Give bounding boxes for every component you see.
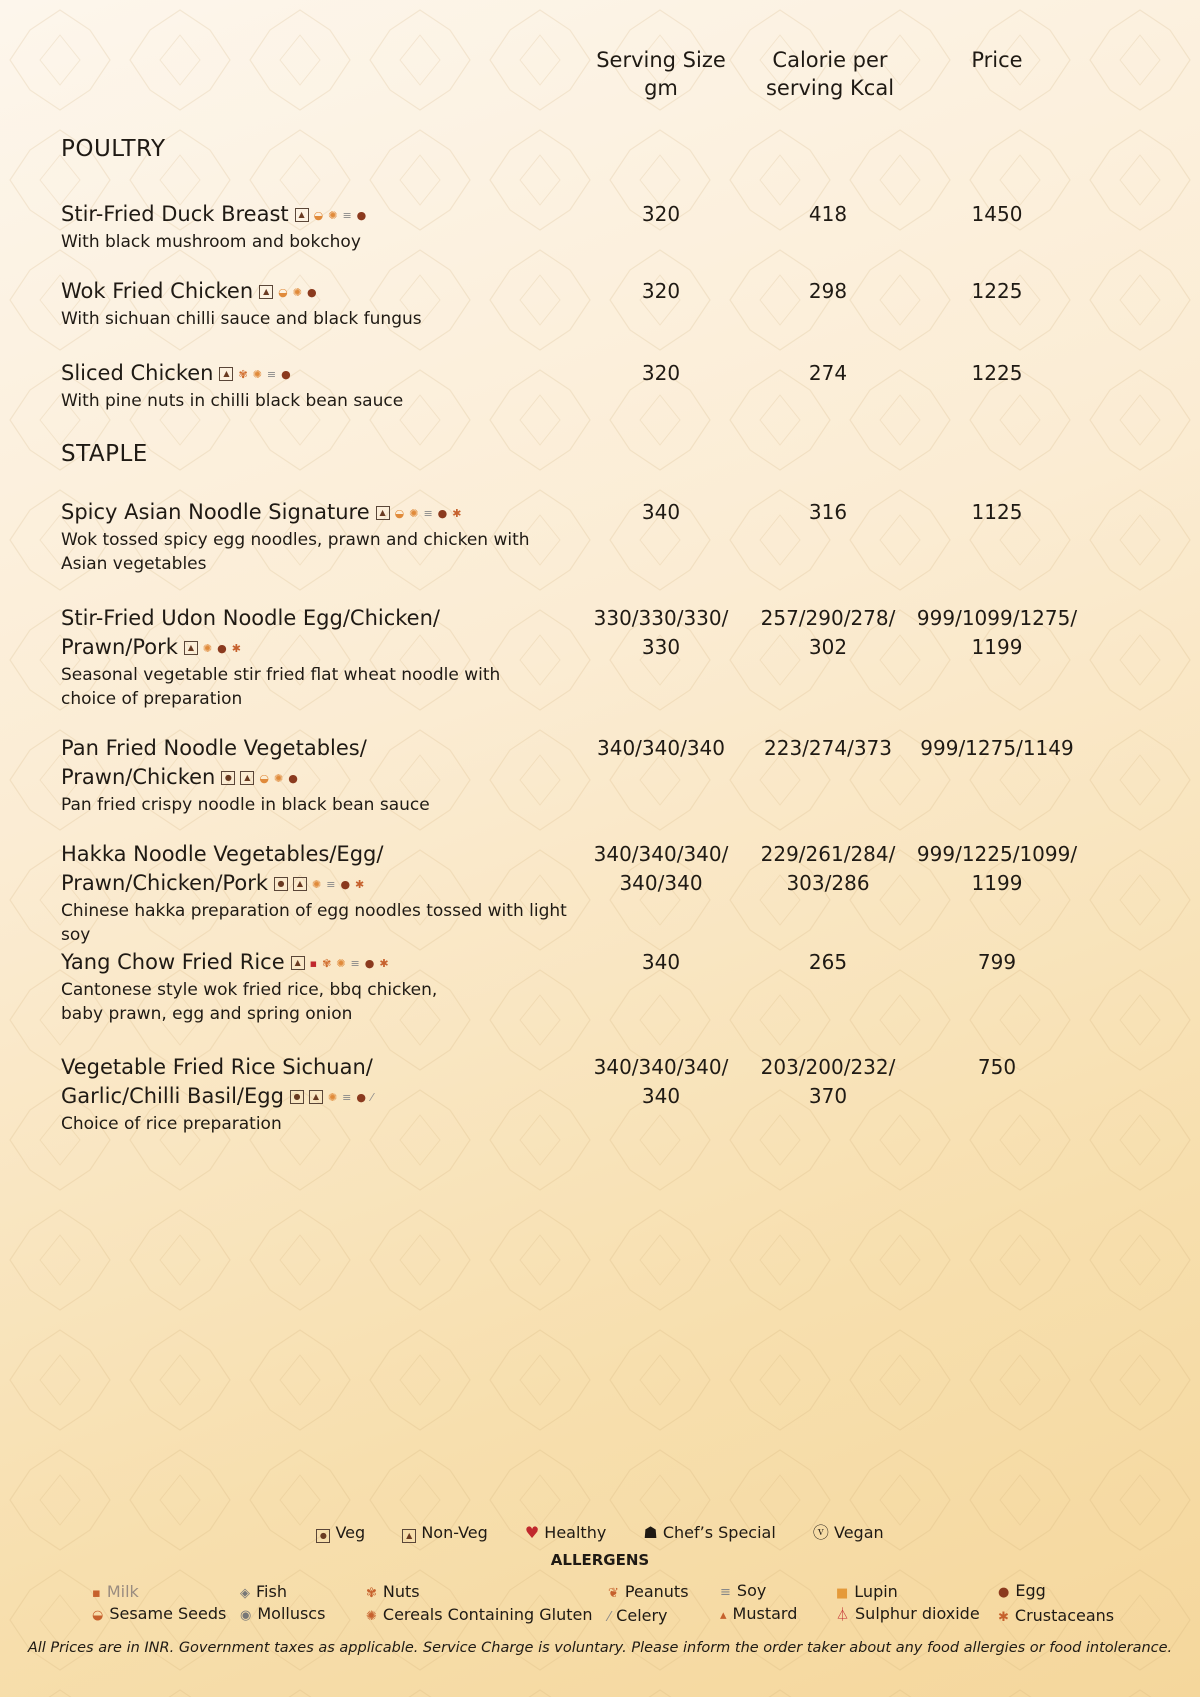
crustacean-icon: ✱ xyxy=(231,641,241,655)
celery-icon: ⁄ xyxy=(371,1090,373,1104)
item-serving: 340/340/340/ 340 xyxy=(593,1055,729,1108)
allergen-nuts: ✾ Nuts xyxy=(366,1582,420,1601)
gluten-icon: ✺ xyxy=(273,771,284,785)
egg-icon: ● xyxy=(281,367,291,381)
allergen-lupin: ■ Lupin xyxy=(836,1582,898,1601)
allergens-title: ALLERGENS xyxy=(550,1551,650,1569)
egg-icon: ● xyxy=(364,956,375,970)
item-name: Spicy Asian Noodle Signature ▲ ◒ ✺ ≡ ● ✱ xyxy=(61,498,601,528)
item-name: Vegetable Fried Rice Sichuan/ Garlic/Chilli Basil/Egg ● ▲ ✺ ≡ ● ⁄ xyxy=(61,1053,601,1112)
non-veg-icon: ▲ xyxy=(259,285,273,299)
allergen-gluten: ✺ Cereals Containing Gluten xyxy=(366,1605,593,1624)
item-description: Pan fried crispy noodle in black bean sauce xyxy=(61,794,430,815)
item-price: 799 xyxy=(977,950,1017,974)
non-veg-icon: ▲ xyxy=(293,877,307,891)
allergen-soy: ≡ Soy xyxy=(720,1581,767,1600)
soy-icon: ≡ xyxy=(423,506,433,520)
veg-icon: ● xyxy=(290,1090,304,1104)
menu-item xyxy=(61,604,1161,711)
non-veg-icon: ▲ xyxy=(402,1529,416,1543)
gluten-icon: ✺ xyxy=(328,208,338,222)
gluten-icon: ✺ xyxy=(252,367,262,381)
item-icons xyxy=(290,1082,378,1112)
nuts-icon: ✾ xyxy=(238,367,248,381)
item-price: 1225 xyxy=(971,279,1023,303)
soy-icon: ≡ xyxy=(266,367,277,381)
egg-icon: ● xyxy=(356,1090,366,1104)
item-name: Yang Chow Fried Rice ▲ ▪ ✾ ✺ ≡ ● ✱ xyxy=(61,948,601,978)
non-veg-icon: ▲ xyxy=(240,771,254,785)
item-icons xyxy=(221,763,302,793)
peanut-icon: ❦ xyxy=(608,1586,619,1601)
gluten-icon: ✺ xyxy=(366,1609,377,1624)
menu-item xyxy=(61,200,1161,254)
egg-icon: ● xyxy=(217,641,227,655)
item-description: Wok tossed spicy egg noodles, prawn and chicken with Asian vegetables xyxy=(61,529,530,574)
sesame-icon: ◒ xyxy=(278,285,288,299)
item-calorie: 229/261/284/ 303/286 xyxy=(760,842,896,895)
allergen-sesame: ◒ Sesame Seeds xyxy=(92,1604,227,1623)
soy-icon: ≡ xyxy=(350,956,360,970)
gluten-icon: ✺ xyxy=(336,956,346,970)
milk-icon: ▪ xyxy=(92,1586,101,1601)
item-icons xyxy=(274,869,369,899)
item-icons xyxy=(184,633,246,663)
non-veg-icon: ▲ xyxy=(184,641,198,655)
item-serving: 340 xyxy=(641,950,681,974)
item-price: 999/1099/1275/ 1199 xyxy=(916,606,1078,659)
gluten-icon: ✺ xyxy=(327,1090,338,1104)
sesame-icon: ◒ xyxy=(394,506,405,520)
gluten-icon: ✺ xyxy=(409,506,419,520)
item-name: Stir-Fried Duck Breast ▲ ◒ ✺ ≡ ● xyxy=(61,200,601,230)
item-serving: 320 xyxy=(641,279,681,303)
sesame-icon: ◒ xyxy=(259,771,269,785)
nuts-icon: ✾ xyxy=(366,1586,377,1601)
non-veg-icon: ▲ xyxy=(291,956,305,970)
item-icons xyxy=(291,948,394,978)
item-name: Stir-Fried Udon Noodle Egg/Chicken/ Prawn/Pork ▲ ✺ ● ✱ xyxy=(61,604,601,663)
item-serving: 340 xyxy=(641,500,681,524)
header-price: Price xyxy=(971,48,1023,72)
heart-icon: ♥ xyxy=(524,1523,540,1542)
allergen-egg: ● Egg xyxy=(998,1581,1046,1600)
nuts-icon: ✾ xyxy=(322,956,332,970)
egg-icon: ● xyxy=(998,1585,1010,1600)
crustacean-icon: ✱ xyxy=(452,506,462,520)
footer-note: All Prices are in INR. Government taxes as applicable. Service Charge is voluntary. Please inform the order taker about any food allergies or food intolerance. xyxy=(27,1640,1173,1656)
item-calorie: 203/200/232/ 370 xyxy=(760,1055,896,1108)
item-icons xyxy=(295,200,372,230)
crustacean-icon: ✱ xyxy=(379,956,389,970)
item-serving: 340/340/340/ 340/340 xyxy=(593,842,729,895)
item-name: Hakka Noodle Vegetables/Egg/ Prawn/Chicken/Pork ● ▲ ✺ ≡ ● ✱ xyxy=(61,840,601,899)
item-description: Choice of rice preparation xyxy=(61,1113,282,1134)
allergen-milk: ▪ Milk xyxy=(92,1582,139,1601)
item-price: 1225 xyxy=(971,361,1023,385)
allergen-peanuts: ❦ Peanuts xyxy=(608,1582,689,1601)
lupin-icon: ■ xyxy=(836,1586,849,1601)
item-calorie: 265 xyxy=(808,950,848,974)
item-calorie: 257/290/278/ 302 xyxy=(760,606,896,659)
soy-icon: ≡ xyxy=(326,877,336,891)
sulphur-icon: ⏃ xyxy=(836,1608,850,1623)
fish-icon: ◈ xyxy=(240,1586,250,1601)
gluten-icon: ✺ xyxy=(292,285,302,299)
celery-icon: ⁄ xyxy=(608,1610,611,1625)
legend-non-veg: ▲ Non-Veg xyxy=(402,1523,488,1542)
vegan-icon: ⓥ xyxy=(812,1523,829,1542)
legend-chef: ☗ Chef’s Special xyxy=(643,1523,776,1542)
non-veg-icon: ▲ xyxy=(309,1090,323,1104)
mollusc-icon: ◉ xyxy=(240,1608,252,1623)
item-name: Wok Fried Chicken ▲ ◒ ✺ ● xyxy=(61,277,601,307)
allergen-molluscs: ◉ Molluscs xyxy=(240,1604,326,1623)
non-veg-icon: ▲ xyxy=(219,367,233,381)
veg-icon: ● xyxy=(274,877,288,891)
item-description: Chinese hakka preparation of egg noodles tossed with light soy xyxy=(61,900,567,945)
item-price: 750 xyxy=(977,1055,1017,1079)
menu-item xyxy=(61,498,1161,576)
item-calorie: 316 xyxy=(808,500,848,524)
allergen-fish: ◈ Fish xyxy=(240,1582,287,1601)
item-description: With black mushroom and bokchoy xyxy=(61,231,361,252)
allergen-sulphur: ⏃ Sulphur dioxide xyxy=(836,1604,980,1623)
soy-icon: ≡ xyxy=(342,1090,352,1104)
egg-icon: ● xyxy=(356,208,367,222)
crustacean-icon: ✱ xyxy=(355,877,365,891)
veg-icon: ● xyxy=(316,1529,330,1543)
item-calorie: 418 xyxy=(808,202,848,226)
non-veg-icon: ▲ xyxy=(295,208,309,222)
menu-item xyxy=(61,277,1161,331)
section-staple: STAPLE xyxy=(61,441,148,467)
sesame-icon: ◒ xyxy=(92,1608,104,1623)
allergen-mustard: ▴ Mustard xyxy=(720,1604,798,1623)
item-icons xyxy=(259,277,321,307)
item-price: 999/1275/1149 xyxy=(920,736,1074,760)
allergen-celery: ⁄ Celery xyxy=(608,1606,668,1625)
legend-healthy: ♥ Healthy xyxy=(524,1523,607,1542)
item-name: Sliced Chicken ▲ ✾ ✺ ≡ ● xyxy=(61,359,601,389)
item-calorie: 298 xyxy=(808,279,848,303)
diet-legend xyxy=(0,1520,1200,1543)
non-veg-icon: ▲ xyxy=(376,506,390,520)
item-icons xyxy=(376,498,467,528)
egg-icon: ● xyxy=(437,506,448,520)
soy-icon: ≡ xyxy=(342,208,352,222)
item-price: 1450 xyxy=(971,202,1023,226)
item-serving: 330/330/330/ 330 xyxy=(593,606,729,659)
section-poultry: POULTRY xyxy=(61,136,166,162)
soy-icon: ≡ xyxy=(720,1585,731,1600)
item-description: Cantonese style wok fried rice, bbq chicken, baby prawn, egg and spring onion xyxy=(61,979,438,1024)
item-icons xyxy=(219,359,295,389)
item-description: With pine nuts in chilli black bean sauce xyxy=(61,390,404,411)
chef-hat-icon: ☗ xyxy=(643,1523,658,1542)
menu-item xyxy=(61,840,1161,947)
milk-icon: ▪ xyxy=(309,956,318,970)
item-calorie: 274 xyxy=(808,361,848,385)
menu-item xyxy=(61,359,1161,413)
item-price: 1125 xyxy=(971,500,1023,524)
menu-item xyxy=(61,948,1161,1026)
gluten-icon: ✺ xyxy=(312,877,322,891)
mustard-icon: ▴ xyxy=(720,1608,727,1623)
item-calorie: 223/274/373 xyxy=(764,736,892,760)
menu-item xyxy=(61,1053,1161,1136)
item-serving: 340/340/340 xyxy=(597,736,725,760)
legend-veg: ● Veg xyxy=(316,1523,365,1542)
item-name: Pan Fried Noodle Vegetables/ Prawn/Chicken ● ▲ ◒ ✺ ● xyxy=(61,734,601,793)
item-description: Seasonal vegetable stir fried flat wheat noodle with choice of preparation xyxy=(61,664,501,709)
legend-vegan: ⓥ Vegan xyxy=(812,1523,884,1542)
item-serving: 320 xyxy=(641,361,681,385)
sesame-icon: ◒ xyxy=(313,208,324,222)
veg-icon: ● xyxy=(221,771,235,785)
item-price: 999/1225/1099/ 1199 xyxy=(916,842,1078,895)
item-serving: 320 xyxy=(641,202,681,226)
header-calorie: Calorie per serving Kcal xyxy=(765,48,895,100)
crustacean-icon: ✱ xyxy=(998,1610,1009,1625)
menu-item xyxy=(61,734,1161,817)
egg-icon: ● xyxy=(288,771,298,785)
allergen-crustaceans: ✱ Crustaceans xyxy=(998,1606,1115,1625)
header-serving-size: Serving Size gm xyxy=(596,48,726,100)
item-description: With sichuan chilli sauce and black fungus xyxy=(61,308,422,329)
gluten-icon: ✺ xyxy=(202,641,213,655)
egg-icon: ● xyxy=(307,285,317,299)
egg-icon: ● xyxy=(340,877,351,891)
